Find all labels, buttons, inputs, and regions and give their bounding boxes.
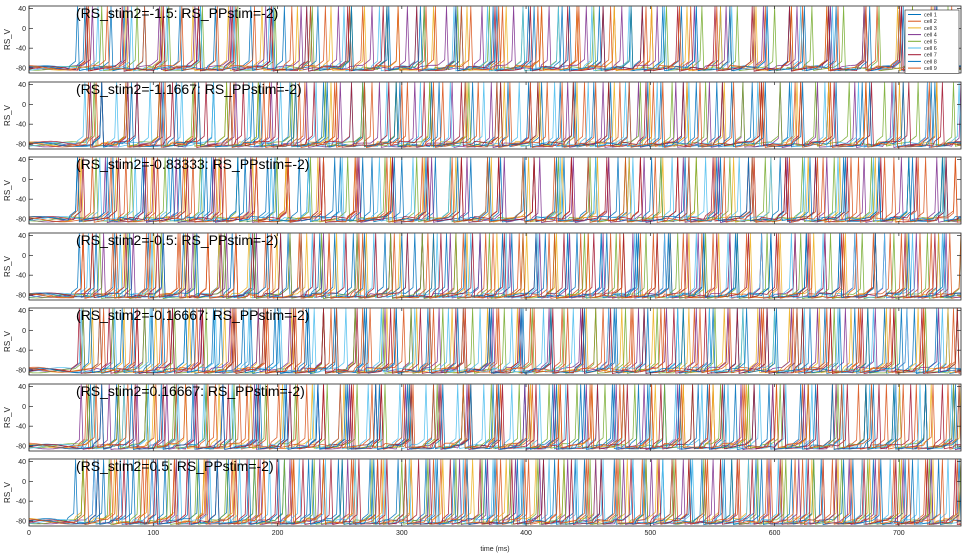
y-tick-label: 0	[22, 327, 26, 335]
y-tick-label: -80	[15, 367, 26, 375]
y-tick-label: 40	[18, 307, 26, 315]
x-tick-label: 500	[644, 530, 657, 537]
x-tick-label: 100	[147, 530, 160, 537]
y-tick-label: 40	[18, 156, 26, 164]
panel-5	[3, 307, 961, 375]
x-tick-label: 300	[395, 530, 408, 537]
y-axis-label: RS_V	[3, 482, 12, 503]
panel-3	[3, 156, 961, 224]
y-tick-label: -80	[15, 292, 26, 300]
panel-title: (RS_stim2=0.5: RS_PPstim=-2)	[76, 458, 274, 474]
y-axis-label: RS_V	[3, 256, 12, 277]
x-tick-label: 600	[768, 530, 781, 537]
x-tick-label: 0	[27, 530, 31, 537]
y-tick-label: -80	[15, 141, 26, 149]
panel-title: (RS_stim2=0.16667: RS_PPstim=-2)	[76, 383, 305, 399]
legend-entry: cell 3	[924, 25, 937, 32]
y-tick-label: 40	[18, 5, 26, 13]
y-tick-label: 40	[18, 458, 26, 466]
y-tick-label: 0	[22, 478, 26, 486]
legend-entry: cell 8	[924, 59, 937, 66]
panel-title: (RS_stim2=-1.1667: RS_PPstim=-2)	[76, 81, 302, 97]
legend-entry: cell 4	[924, 32, 937, 39]
x-axis-label: time (ms)	[480, 546, 510, 553]
panel-title: (RS_stim2=-0.5: RS_PPstim=-2)	[76, 232, 279, 248]
legend-entry: cell 1	[924, 12, 937, 19]
y-tick-label: -40	[15, 347, 26, 355]
y-tick-label: -80	[15, 65, 26, 73]
legend-entry: cell 9	[924, 66, 937, 73]
y-tick-label: 0	[22, 176, 26, 184]
y-axis-label: RS_V	[3, 331, 12, 352]
x-tick-label: 700	[893, 530, 905, 537]
panel-7	[3, 458, 961, 537]
panels-container	[3, 5, 961, 537]
panel-6	[3, 383, 961, 451]
y-tick-label: -80	[15, 518, 26, 526]
legend	[905, 10, 959, 73]
y-tick-label: 40	[18, 232, 26, 240]
panel-2	[3, 81, 961, 149]
y-tick-label: -80	[15, 443, 26, 451]
panel-title: (RS_stim2=-0.16667: RS_PPstim=-2)	[76, 307, 310, 323]
y-tick-label: 0	[22, 252, 26, 260]
legend-entry: cell 5	[924, 39, 937, 46]
panel-title: (RS_stim2=-0.83333: RS_PPstim=-2)	[76, 156, 310, 172]
legend-entry: cell 2	[924, 19, 937, 26]
y-tick-label: 0	[22, 101, 26, 109]
y-tick-label: -40	[15, 121, 26, 129]
panel-title: (RS_stim2=-1.5: RS_PPstim=-2)	[76, 5, 279, 21]
y-tick-label: 0	[22, 25, 26, 33]
y-tick-label: 0	[22, 403, 26, 411]
y-axis-label: RS_V	[3, 29, 12, 50]
y-axis-label: RS_V	[3, 180, 12, 201]
x-tick-label: 400	[520, 530, 532, 537]
panel-1	[3, 5, 961, 73]
y-axis-label: RS_V	[3, 105, 12, 126]
y-tick-label: 40	[18, 81, 26, 89]
panel-4	[3, 232, 961, 300]
y-tick-label: -40	[15, 196, 26, 204]
x-tick-label: 200	[271, 530, 284, 537]
y-tick-label: -80	[15, 216, 26, 224]
legend-entry: cell 7	[924, 52, 937, 59]
y-axis-label: RS_V	[3, 407, 12, 428]
y-tick-label: -40	[15, 498, 26, 506]
legend-entry: cell 6	[924, 46, 937, 52]
y-tick-label: 40	[18, 383, 26, 391]
y-tick-label: -40	[15, 423, 26, 431]
y-tick-label: -40	[15, 272, 26, 280]
y-tick-label: -40	[15, 45, 26, 53]
